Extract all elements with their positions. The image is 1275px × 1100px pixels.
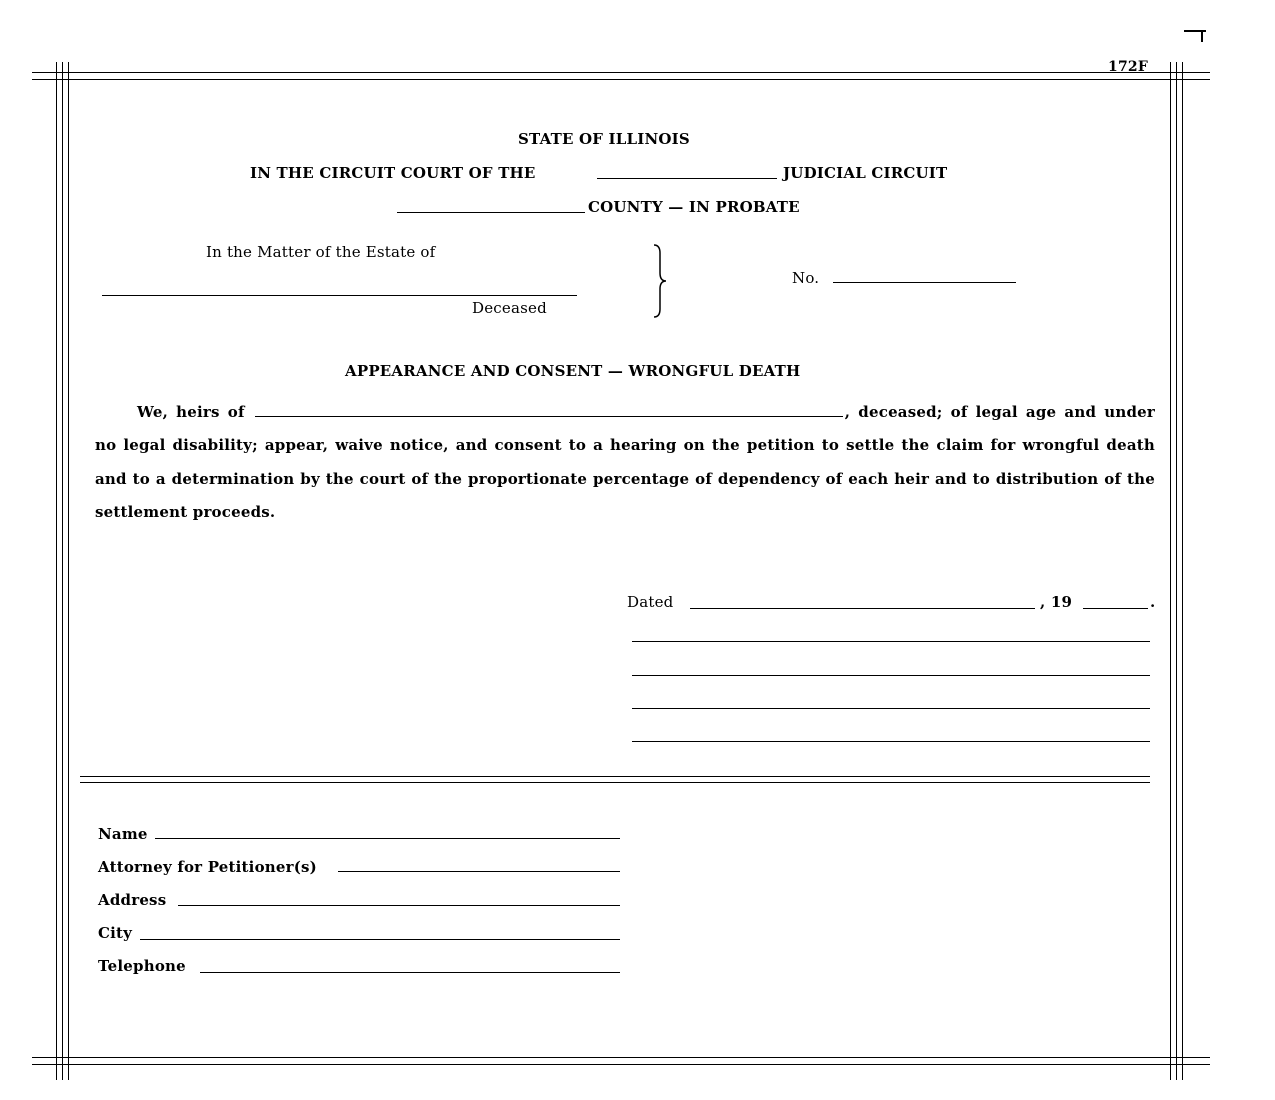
signature-line-4[interactable] — [632, 741, 1150, 742]
body-text: , deceased; of legal age and under no legal disability; appear, waive notice, and consent to a hearing on the petition to settle the claim for wrongful death and to a determination by the court of the proportionate percentage of dependency of each heir and to distribution of the settlement proceeds. — [95, 403, 1156, 521]
circuit-blank[interactable] — [597, 178, 777, 179]
section-divider — [80, 776, 1150, 777]
address-field[interactable] — [178, 905, 620, 906]
matter-label: In the Matter of the Estate of — [206, 243, 436, 261]
city-field[interactable] — [140, 939, 620, 940]
county-blank[interactable] — [397, 212, 585, 213]
date-end: . — [1150, 593, 1156, 611]
city-label: City — [98, 924, 133, 942]
court-suffix: JUDICIAL CIRCUIT — [783, 164, 948, 182]
deceased-label: Deceased — [472, 299, 547, 317]
date-blank[interactable] — [690, 608, 1035, 609]
name-field[interactable] — [155, 838, 620, 839]
name-label: Name — [98, 825, 148, 843]
state-heading: STATE OF ILLINOIS — [518, 130, 690, 148]
form-number: 172F — [1108, 59, 1148, 75]
intro-text: We, heirs of — [137, 403, 245, 421]
case-no-blank[interactable] — [833, 282, 1016, 283]
case-no-label: No. — [792, 269, 820, 287]
attorney-for-label: Attorney for Petitioner(s) — [98, 858, 317, 876]
year-blank[interactable] — [1083, 608, 1148, 609]
caption-brace — [650, 243, 670, 319]
heirs-of-blank[interactable] — [255, 404, 843, 417]
signature-line-3[interactable] — [632, 708, 1150, 709]
signature-line-1[interactable] — [632, 641, 1150, 642]
court-prefix: IN THE CIRCUIT COURT OF THE — [250, 164, 536, 182]
county-label: COUNTY — IN PROBATE — [588, 198, 800, 216]
decedent-name-blank[interactable] — [102, 295, 577, 296]
year-prefix: , 19 — [1040, 593, 1073, 611]
consent-paragraph — [95, 396, 1155, 529]
document-title: APPEARANCE AND CONSENT — WRONGFUL DEATH — [345, 362, 801, 380]
section-divider-2 — [80, 782, 1150, 783]
dated-label: Dated — [627, 593, 674, 611]
signature-line-2[interactable] — [632, 675, 1150, 676]
attorney-for-field[interactable] — [338, 871, 620, 872]
address-label: Address — [98, 891, 167, 909]
telephone-label: Telephone — [98, 957, 186, 975]
telephone-field[interactable] — [200, 972, 620, 973]
